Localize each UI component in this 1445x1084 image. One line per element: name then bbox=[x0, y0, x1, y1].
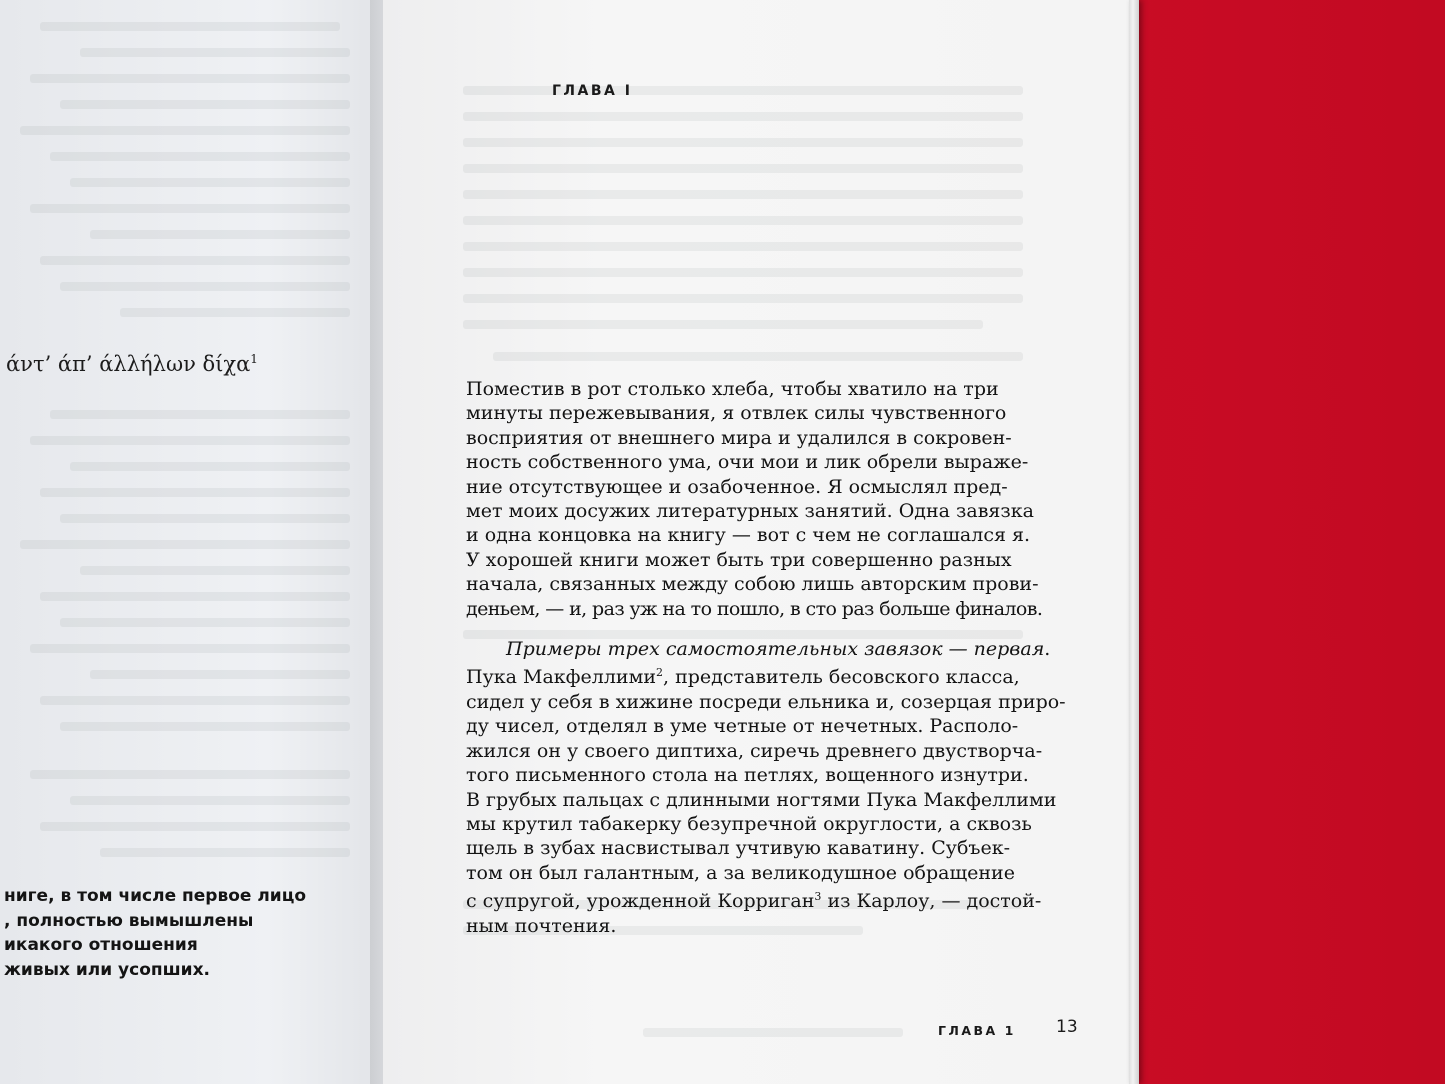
text-line bbox=[466, 885, 1042, 913]
text-line bbox=[466, 637, 1051, 661]
notice-line: икакого отношения bbox=[4, 935, 198, 955]
epigraph bbox=[6, 352, 258, 376]
footnote-marker: 2 bbox=[656, 666, 664, 680]
line-text: из Карлоу, — достой- bbox=[821, 890, 1042, 913]
line-text: , представитель бесовского класса, bbox=[663, 666, 1020, 689]
text-line: сидел у себя в хижине посреди ельника и, созерцая приро- bbox=[466, 690, 1066, 713]
text-line: ние отсутствующее и озабоченное. Я осмыслял пред- bbox=[466, 475, 1008, 498]
footnote-marker: 3 bbox=[814, 890, 822, 904]
italic-lead: Примеры трех самостоятельных завязок — первая bbox=[506, 638, 1045, 661]
text-line: мы крутил табакерку безупречной округлости, а сквозь bbox=[466, 812, 1032, 835]
chapter-text bbox=[466, 377, 1066, 938]
page-edge bbox=[1129, 0, 1139, 1084]
text-line: В грубых пальцах с длинными ногтями Пука Макфеллими bbox=[466, 788, 1057, 811]
text-line: щель в зубах насвистывал учтивую каватину. Субъек- bbox=[466, 837, 1011, 860]
text-line: ным почтения. bbox=[466, 914, 617, 937]
text-line: минуты пережевывания, я отвлек силы чувственного bbox=[466, 402, 1007, 425]
right-page bbox=[383, 0, 1129, 1084]
text-line: и одна концовка на книгу — вот с чем не соглашался я. bbox=[466, 524, 1031, 547]
notice-line: ниге, в том числе первое лицо bbox=[4, 886, 306, 906]
chapter-heading: ГЛАВА I bbox=[552, 83, 633, 99]
text-line: жился он у своего диптиха, сиречь древнего двустворча- bbox=[466, 739, 1043, 762]
text-line: У хорошей книги может быть три совершенно разных bbox=[466, 548, 1012, 571]
text-line: ность собственного ума, очи мои и лик обрели выраже- bbox=[466, 451, 1029, 474]
text-line: восприятия от внешнего мира и удалился в сокровен- bbox=[466, 426, 1012, 449]
line-text: с супругой, урожденной Корриган bbox=[466, 890, 815, 913]
text-line: деньем, — и, раз уж на то пошло, в сто раз больше финалов. bbox=[466, 597, 1043, 620]
text-line: том он был галантным, а за великодушное обращение bbox=[466, 861, 1015, 884]
notice-line: , полностью вымышлены bbox=[4, 910, 254, 931]
text-line: ду чисел, отделял в уме четные от нечетных. Располо- bbox=[466, 715, 1019, 738]
disclaimer-notice bbox=[4, 884, 383, 982]
running-head: ГЛАВА 1 bbox=[938, 1023, 1016, 1038]
paragraph-2 bbox=[466, 637, 1066, 938]
left-page bbox=[0, 0, 383, 1084]
text-line bbox=[466, 661, 1018, 689]
lead-punct: . bbox=[1044, 638, 1051, 661]
notice-line: живых или усопших. bbox=[4, 959, 211, 980]
footnote-marker: 1 bbox=[250, 352, 258, 366]
text-line: мет моих досужих литературных занятий. Одна завязка bbox=[466, 500, 1034, 523]
text-line: того письменного стола на петлях, вощенного изнутри. bbox=[466, 764, 1029, 787]
text-line: Поместив в рот столько хлеба, чтобы хватило на три bbox=[466, 378, 999, 400]
name-text: Пука Макфеллими bbox=[466, 666, 657, 689]
paragraph-1 bbox=[466, 377, 1043, 621]
text-line: начала, связанных между собою лишь авторским прови- bbox=[466, 573, 1039, 596]
page-number: 13 bbox=[1056, 1017, 1078, 1037]
epigraph-text: άντ’ άπ’ άλλήλων δίχα bbox=[6, 352, 251, 376]
